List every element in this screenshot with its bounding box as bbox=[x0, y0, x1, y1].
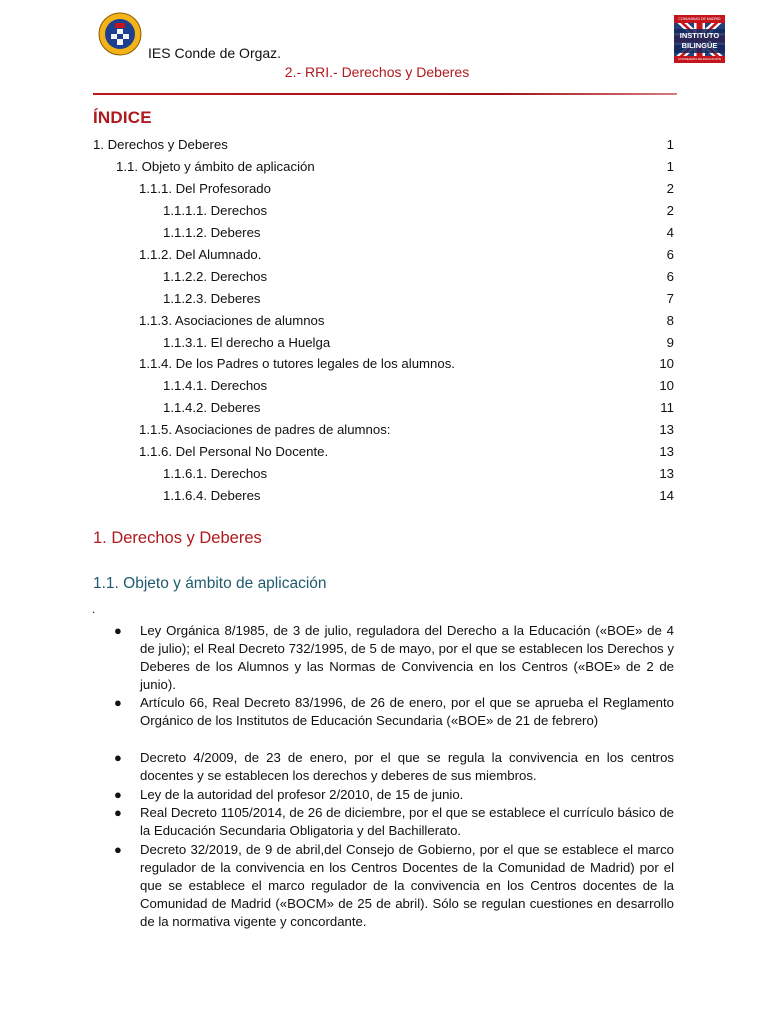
logo-line-2: BILINGÜE bbox=[681, 41, 718, 50]
bullet-icon: ● bbox=[114, 623, 122, 638]
toc-entry-page: 14 bbox=[659, 488, 674, 503]
toc-entry-label: 1. Derechos y Deberes bbox=[93, 137, 228, 152]
toc-entry-page: 10 bbox=[659, 378, 674, 393]
toc-entry-page: 6 bbox=[666, 269, 674, 284]
toc-entry-label: 1.1.2.3. Deberes bbox=[163, 291, 261, 306]
list-item-text: Ley Orgánica 8/1985, de 3 de julio, reguladora del Derecho a la Educación («BOE» de 4 de julio); el Real Decreto 732/1995, de 5 de mayo, por el que se establecen los Derechos y Deberes de los Alumnos y las Normas de Convivencia en los Centros («BOE» de 2 de junio). bbox=[140, 623, 674, 692]
toc-entry-label: 1.1.5. Asociaciones de padres de alumnos: bbox=[139, 422, 391, 437]
toc-entry[interactable] bbox=[0, 223, 768, 243]
toc-entry-label: 1.1.3.1. El derecho a Huelga bbox=[163, 335, 331, 350]
toc-entry-page: 4 bbox=[666, 225, 674, 240]
bullet-icon: ● bbox=[114, 842, 122, 857]
toc-entry-page: 13 bbox=[659, 444, 674, 459]
school-logo bbox=[98, 12, 142, 56]
bullet-icon: ● bbox=[114, 805, 122, 820]
toc-entry[interactable] bbox=[0, 398, 768, 418]
toc-entry-page: 9 bbox=[666, 335, 674, 350]
list-item bbox=[114, 804, 674, 840]
toc-entry-page: 11 bbox=[660, 400, 674, 415]
toc-entry-page: 2 bbox=[666, 181, 674, 196]
toc-entry[interactable] bbox=[0, 267, 768, 287]
toc-entry[interactable] bbox=[0, 311, 768, 331]
document-title-text: 2.- RRI.- Derechos y Deberes bbox=[284, 64, 470, 80]
toc-entry-label: 1.1.6.4. Deberes bbox=[163, 488, 261, 503]
list-item-text: Artículo 66, Real Decreto 83/1996, de 26 de enero, por el que se aprueba el Reglamento Orgánico de los Institutos de Educación Secundaria («BOE» de 21 de febrero) bbox=[140, 695, 674, 728]
toc-entry[interactable] bbox=[0, 376, 768, 396]
toc-entry[interactable] bbox=[0, 464, 768, 484]
stray-period: . bbox=[92, 602, 96, 616]
list-item bbox=[114, 749, 674, 785]
toc-entry-label: 1.1.1. Del Profesorado bbox=[139, 181, 271, 196]
toc-entry-label: 1.1.1.1. Derechos bbox=[163, 203, 268, 218]
toc-entry-page: 13 bbox=[659, 466, 674, 481]
toc-entry-page: 7 bbox=[666, 291, 674, 306]
toc-entry[interactable] bbox=[0, 201, 768, 221]
toc-entry-label: 1.1.4.2. Deberes bbox=[163, 400, 261, 415]
toc-entry-label: 1.1.4.1. Derechos bbox=[163, 378, 268, 393]
list-item bbox=[114, 694, 674, 730]
toc-entry[interactable] bbox=[0, 486, 768, 506]
toc-entry-label: 1.1.6. Del Personal No Docente. bbox=[139, 444, 329, 459]
header-divider bbox=[93, 93, 677, 95]
toc-entry[interactable] bbox=[0, 135, 768, 155]
toc-entry-page: 10 bbox=[659, 356, 674, 371]
bullet-icon: ● bbox=[114, 787, 122, 802]
toc-entry[interactable] bbox=[0, 442, 768, 462]
logo-bottom-band: CONSEJERÍA DE EDUCACIÓN bbox=[674, 56, 725, 63]
section-heading: 1. Derechos y Deberes bbox=[93, 529, 262, 547]
toc-entry-label: 1.1.3. Asociaciones de alumnos bbox=[139, 313, 325, 328]
subsection-heading: 1.1. Objeto y ámbito de aplicación bbox=[93, 575, 327, 592]
list-item-text: Ley de la autoridad del profesor 2/2010, de 15 de junio. bbox=[140, 787, 464, 802]
bullet-icon: ● bbox=[114, 695, 122, 710]
toc-entry[interactable] bbox=[0, 289, 768, 309]
toc-entry-page: 1 bbox=[666, 137, 674, 152]
toc-entry-label: 1.1.4. De los Padres o tutores legales de los alumnos. bbox=[139, 356, 455, 371]
toc-entry-page: 6 bbox=[666, 247, 674, 262]
toc-entry[interactable] bbox=[0, 245, 768, 265]
toc-entry-label: 1.1.2.2. Derechos bbox=[163, 269, 268, 284]
document-title bbox=[0, 64, 768, 80]
toc-entry-page: 13 bbox=[659, 422, 674, 437]
toc-entry[interactable] bbox=[0, 354, 768, 374]
instituto-bilingue-logo bbox=[674, 15, 725, 63]
list-item-text: Decreto 32/2019, de 9 de abril,del Consejo de Gobierno, por el que se establece el marco regulador de la convivencia en los Centros Docentes de la Comunidad de Madrid) por el que se establece el marco regulador de la convivencia en los Centros docentes de la Comunidad de Madrid («BOCM» de 25 de abril). Sólo se regulan cuestiones en desarrollo de la normativa vigente y concordante. bbox=[140, 842, 674, 929]
toc-entry-page: 8 bbox=[666, 313, 674, 328]
logo-top-band: COMUNIDAD DE MADRID bbox=[674, 15, 725, 23]
union-jack-background bbox=[674, 15, 725, 63]
toc-entry[interactable] bbox=[0, 179, 768, 199]
toc-entry-label: 1.1.6.1. Derechos bbox=[163, 466, 268, 481]
logo-text-panel bbox=[674, 29, 725, 53]
list-item-text: Real Decreto 1105/2014, de 26 de diciembre, por el que se establece el currículo básico de la Educación Secundaria Obligatoria y del Bachillerato. bbox=[140, 805, 674, 838]
toc-entry-page: 2 bbox=[666, 203, 674, 218]
bullet-icon: ● bbox=[114, 750, 122, 765]
logo-line-1: INSTITUTO bbox=[679, 31, 720, 40]
index-heading: ÍNDICE bbox=[93, 108, 152, 127]
toc-entry-page: 1 bbox=[666, 159, 674, 174]
toc-entry[interactable] bbox=[0, 157, 768, 177]
list-item-text: Decreto 4/2009, de 23 de enero, por el que se regula la convivencia en los centros docentes y se establecen los derechos y deberes de sus miembros. bbox=[140, 750, 674, 783]
toc-entry-label: 1.1.1.2. Deberes bbox=[163, 225, 261, 240]
toc-entry-label: 1.1.2. Del Alumnado. bbox=[139, 247, 262, 262]
school-name: IES Conde de Orgaz. bbox=[148, 45, 282, 61]
list-item bbox=[114, 786, 674, 804]
toc-entry-label: 1.1. Objeto y ámbito de aplicación bbox=[116, 159, 315, 174]
toc-entry[interactable] bbox=[0, 420, 768, 440]
list-item bbox=[114, 622, 674, 694]
list-item bbox=[114, 841, 674, 931]
toc-entry[interactable] bbox=[0, 333, 768, 353]
